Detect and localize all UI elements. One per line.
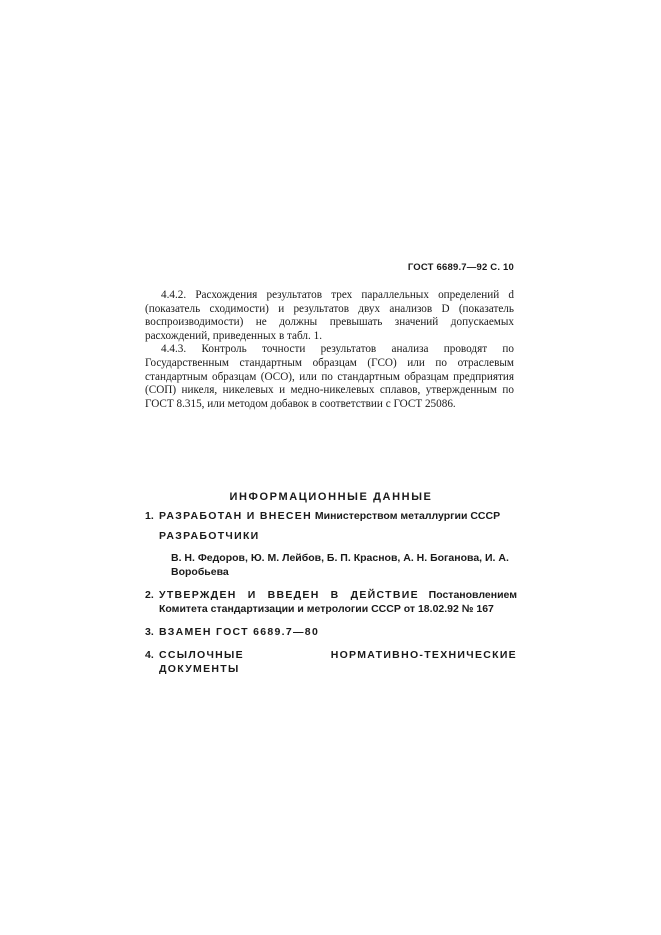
- paragraph-4-4-2: 4.4.2. Расхождения результатов трех параллельных определений d (показатель сходимости) и результатов двух анализов D (показатель воспроизводимости) не должны превышать значений допускаемых расхождений, приведенных в табл. 1.: [145, 289, 514, 342]
- item-number: 4.: [145, 649, 154, 661]
- item-text: Министерством металлургии СССР: [314, 510, 501, 522]
- paragraph-4-4-3: 4.4.3. Контроль точности результатов анализа проводят по Государственным стандартным образцам (ГСО) или по отраслевым стандартным образцам (ОСО), или по стандартным образцам предприятия (СОП) никеля, никелевых и медно-никелевых сплавов, утвержденным по ГОСТ 8.315, или методом добавок в соответствии с ГОСТ 25086.: [145, 343, 514, 410]
- info-item-2: [145, 588, 517, 616]
- item-number: 3.: [145, 626, 154, 638]
- info-item-4: [145, 648, 517, 676]
- info-item-1: [145, 509, 517, 523]
- item-number: 1.: [145, 510, 154, 522]
- item-heading: РАЗРАБОТАН И ВНЕСЕН: [159, 510, 312, 522]
- item-heading: УТВЕРЖДЕН И ВВЕДЕН В ДЕЙСТВИЕ: [159, 589, 419, 601]
- body-text: [145, 289, 514, 411]
- developers-list: В. Н. Федоров, Ю. М. Лейбов, Б. П. Краснов, А. Н. Боганова, И. А. Воробьева: [171, 552, 509, 578]
- item-heading: ВЗАМЕН ГОСТ 6689.7—80: [159, 626, 320, 638]
- item-number: 2.: [145, 589, 154, 601]
- info-title: ИНФОРМАЦИОННЫЕ ДАННЫЕ: [229, 491, 433, 503]
- item-heading: ССЫЛОЧНЫЕ НОРМАТИВНО-ТЕХНИЧЕСКИЕ ДОКУМЕНТЫ: [159, 649, 517, 675]
- info-item-3: [145, 625, 517, 639]
- info-data-section: [145, 490, 517, 676]
- page-header: ГОСТ 6689.7—92 С. 10: [407, 262, 514, 273]
- developers-heading: РАЗРАБОТЧИКИ: [159, 530, 260, 542]
- item-text: Постановлением Комитета стандартизации и метрологии СССР от 18.02.92 № 167: [159, 589, 517, 615]
